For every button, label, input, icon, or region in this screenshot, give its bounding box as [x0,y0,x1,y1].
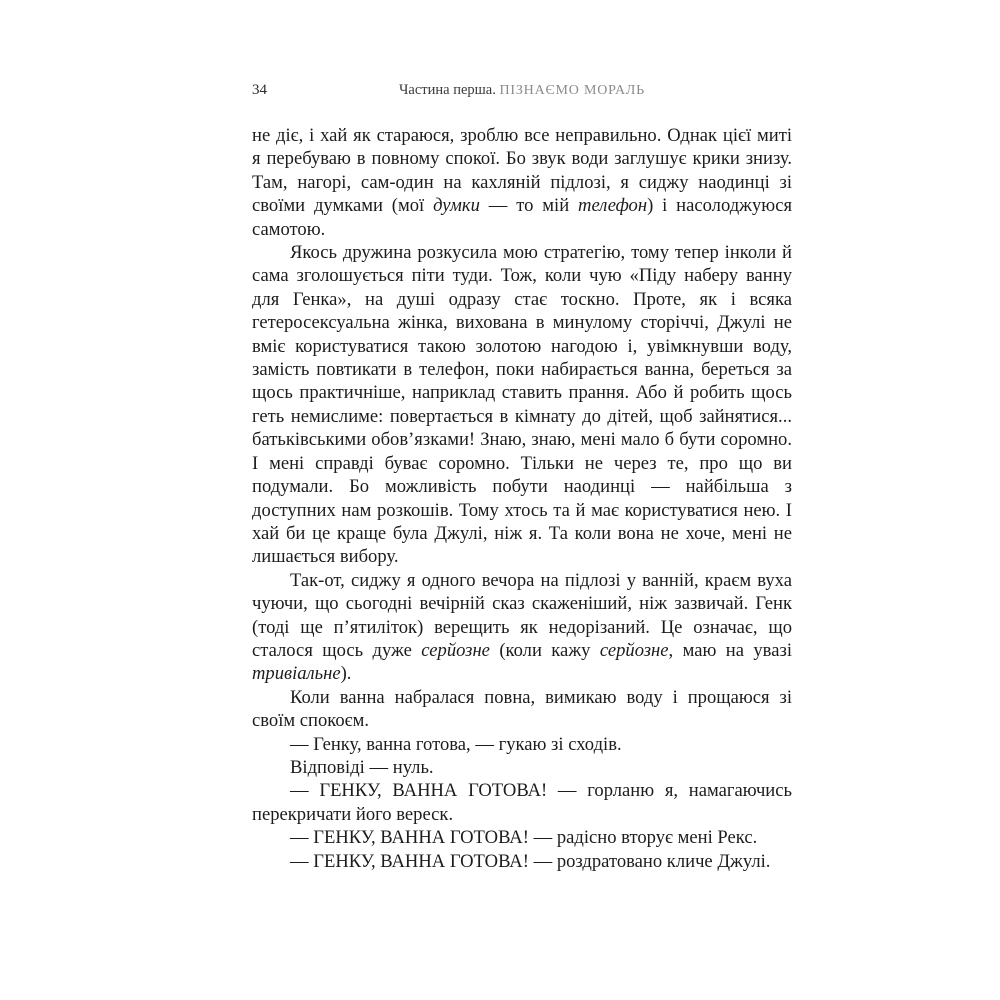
paragraph [252,779,792,826]
text-run: — ГЕНКУ, ВАННА ГОТОВА! — горланю я, намагаючись перекричати його вереск. [252,780,792,825]
text-run: — то мій [479,195,579,217]
text-run: не діє, і хай як стараюся, зроблю все неправильно. Однак цієї миті я перебуваю в повному спокої. Бо звук води заглушує крики знизу. Там, нагорі, сам-один на кахляній підлозі, я сиджу наодинці зі своїми думками (мої [252,125,792,217]
italic-text-run: тривіальне [252,663,341,685]
text-run: ) і насолоджуюся самотою. [252,195,793,240]
text-run: Коли ванна набралася повна, вимикаю воду і прощаюся зі своїм спокоєм. [252,686,792,732]
text-run: Якось дружина розкусила мою стратегію, тому тепер інколи й сама зголошується піти туди. Тож, коли чую «Піду наберу ванну для Генка», на душі одразу стає тоскно. Проте, як і всяка гетеросексуальна жінка, вихована в минулому сторіччі, Джулі не вміє користуватися такою золотою нагодою і, увімкнувши воду, замість повтикати в телефон, поки набирається ванна, береться за щось практичніше, наприклад ставить прання. Або й робить щось геть немислиме: повертається в кімнату до дітей, щоб зайнятися... батьківськими обов’язками! Знаю, знаю, мені мало б бути соромно. І мені справді буває соромно. Тільки не через те, про що ви подумали. Бо можливість побути наодинці — найбільша з доступних нам розкошів. Тому хтось та й має користуватися нею. І хай би це краще була Джулі, ніж я. Та коли вона не хоче, мені не лишається вибору. [252,242,792,568]
paragraph [252,756,792,779]
text-run: Так-от, сиджу я одного вечора на підлозі у ванній, краєм вуха чуючи, що сьогодні вечірній сказ скаженіший, ніж зазвичай. Генк (тоді ще п’ятиліток) верещить як недорізаний. Це означає, що сталося щось дуже [252,569,792,661]
paragraph [252,569,792,686]
paragraph [252,826,792,849]
text-run: , маю на увазі [668,639,792,661]
running-head-title: ПІЗНАЄМО МОРАЛЬ [499,83,646,98]
page-header [252,82,792,104]
text-block [252,124,792,873]
running-head-part: Частина перша. [398,82,500,98]
paragraph [252,850,792,873]
text-run: Відповіді — нуль. [290,756,434,778]
italic-text-run: серйозне [599,639,669,661]
text-run: ). [340,663,352,685]
paragraph [252,686,792,733]
paragraph [252,733,792,756]
text-run: (коли кажу [489,639,600,661]
paragraph [252,124,792,241]
running-head [252,82,792,99]
text-run: — ГЕНКУ, ВАННА ГОТОВА! — роздратовано кличе Джулі. [290,850,771,872]
page-number: 34 [252,82,267,98]
paragraph [252,241,792,569]
italic-text-run: серйозне [421,639,490,661]
text-run: — ГЕНКУ, ВАННА ГОТОВА! — радісно вторує мені Рекс. [290,827,758,849]
italic-text-run: телефон [578,195,648,217]
italic-text-run: думки [433,195,480,217]
text-run: — Генку, ванна готова, — гукаю зі сходів. [290,733,622,755]
